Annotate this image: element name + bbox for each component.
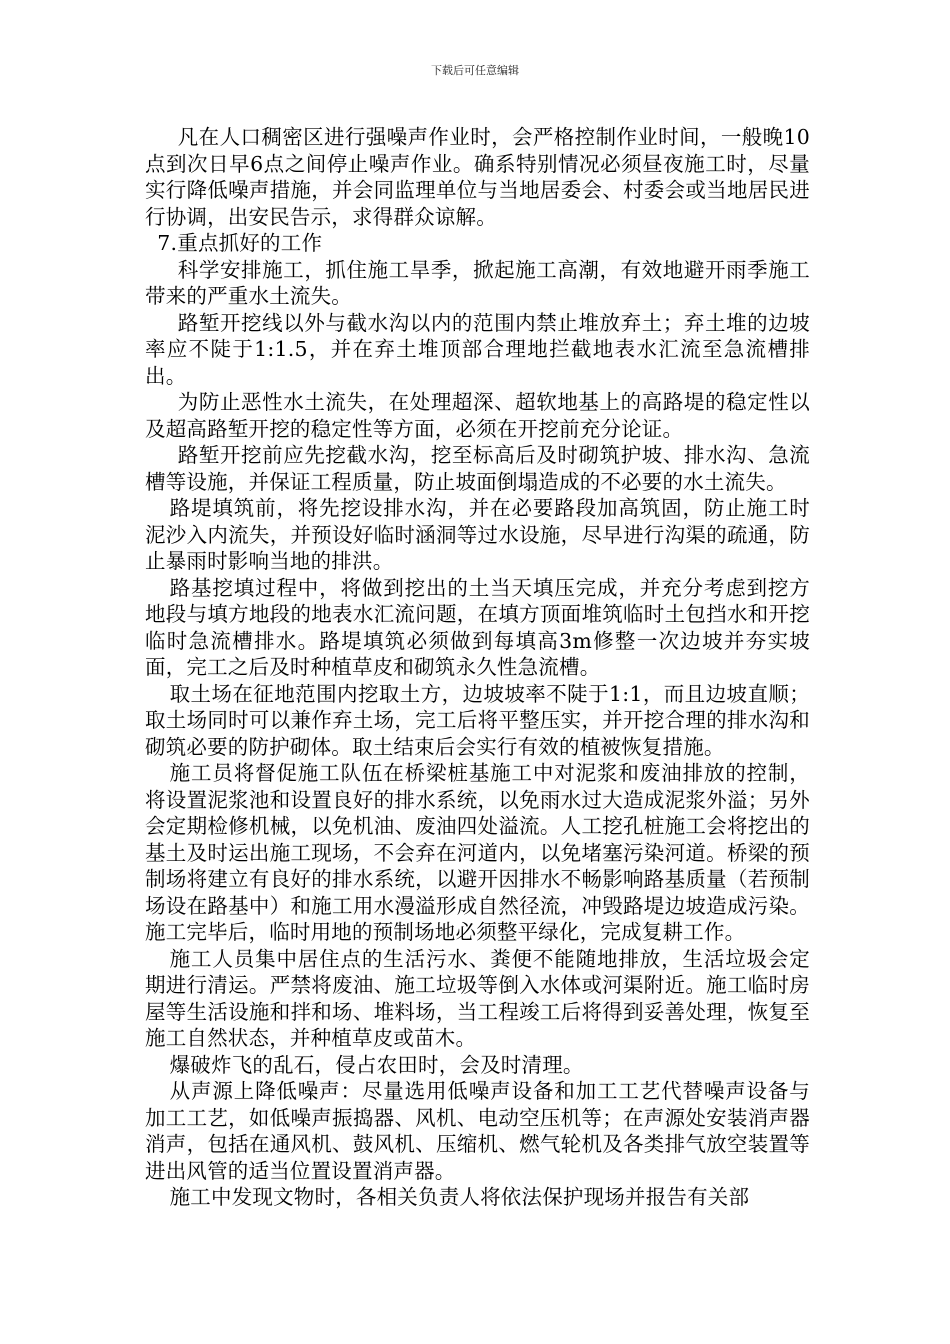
paragraph-noise-source: 从声源上降低噪声：尽量选用低噪声设备和加工工艺代替噪声设备与加工工艺，如低噪声振捣器、风机、电动空压机等；在声源处安装消声器消声，包括在通风机、鼓风机、压缩机、燃气轮机及各类排气放空装置等进出风管的适当位置设置消声器。 [145,1079,810,1183]
paragraph-cut-fill: 路基挖填过程中，将做到挖出的土当天填压完成，并充分考虑到挖方地段与填方地段的地表水汇流问题，在填方顶面堆筑临时土包挡水和开挖临时急流槽排水。路堤填筑必须做到每填高3m修整一次边坡并夯实坡面，完工之后及时种植草皮和砌筑永久性急流槽。 [145,575,810,679]
section-heading-key-work: 7.重点抓好的工作 [157,231,323,255]
paragraph-living-waste: 施工人员集中居住点的生活污水、粪便不能随地排放，生活垃圾会定期进行清运。严禁将废油、施工垃圾等倒入水体或河渠附近。施工临时房屋等生活设施和拌和场、堆料场，当工程竣工后将得到妥善处理，恢复至施工自然状态，并种植草皮或苗木。 [145,946,810,1050]
paragraph-stability: 为防止恶性水土流失，在处理超深、超软地基上的高路堤的稳定性以及超高路堑开挖的稳定性等方面，必须在开挖前充分论证。 [145,390,810,441]
paragraph-embankment: 路堤填筑前，将先挖设排水沟，并在必要路段加高筑固，防止施工时泥沙入内流失，并预设好临时涵洞等过水设施，尽早进行沟渠的疏通，防止暴雨时影响当地的排洪。 [145,496,810,573]
paragraph-bridge-slurry: 施工员将督促施工队伍在桥梁桩基施工中对泥浆和废油排放的控制，将设置泥浆池和设置良好的排水系统，以免雨水过大造成泥浆外溢；另外会定期检修机械，以免机油、废油四处溢流。人工挖孔桩施工会将挖出的基土及时运出施工现场，不会弃在河道内，以免堵塞污染河道。桥梁的预制场将建立有良好的排水系统，以避开因排水不畅影响路基质量（若预制场设在路基中）和施工用水漫溢形成自然径流，冲毁路堤边坡造成污染。施工完毕后，临时用地的预制场地必须整平绿化，完成复耕工作。 [145,761,810,944]
paragraph-spoil-disposal: 路堑开挖线以外与截水沟以内的范围内禁止堆放弃土；弃土堆的边坡率应不陡于1:1.5，并在弃土堆顶部合理地拦截地表水汇流至急流槽排出。 [145,310,810,388]
paragraph-scheduling: 科学安排施工，抓住施工旱季，掀起施工高潮，有效地避开雨季施工带来的严重水土流失。 [145,257,810,308]
paragraph-blasting: 爆破炸飞的乱石，侵占农田时，会及时清理。 [169,1052,584,1077]
paragraph-borrow-pit: 取土场在征地范围内挖取土方，边坡坡率不陡于1:1，而且边坡直顺；取土场同时可以兼作弃土场，完工后将平整压实，并开挖合理的排水沟和砌筑必要的防护砌体。取土结束后会实行有效的植被恢复措施。 [145,681,810,759]
paragraph-cut-drainage: 路堑开挖前应先挖截水沟，挖至标高后及时砌筑护坡、排水沟、急流槽等设施，并保证工程质量，防止坡面倒塌造成的不必要的水土流失。 [145,443,810,494]
paragraph-noise-control: 凡在人口稠密区进行强噪声作业时，会严格控制作业时间，一般晚10点到次日早6点之间停止噪声作业。确系特别情况必须昼夜施工时，尽量实行降低噪声措施，并会同监理单位与当地居委会、村委会或当地居民进行协调，出安民告示，求得群众谅解。 [145,125,810,229]
paragraph-cultural-relics: 施工中发现文物时，各相关负责人将依法保护现场并报告有关部 [169,1185,750,1209]
page-header: 下载后可任意编辑 [431,64,519,77]
document-body [145,124,810,1211]
